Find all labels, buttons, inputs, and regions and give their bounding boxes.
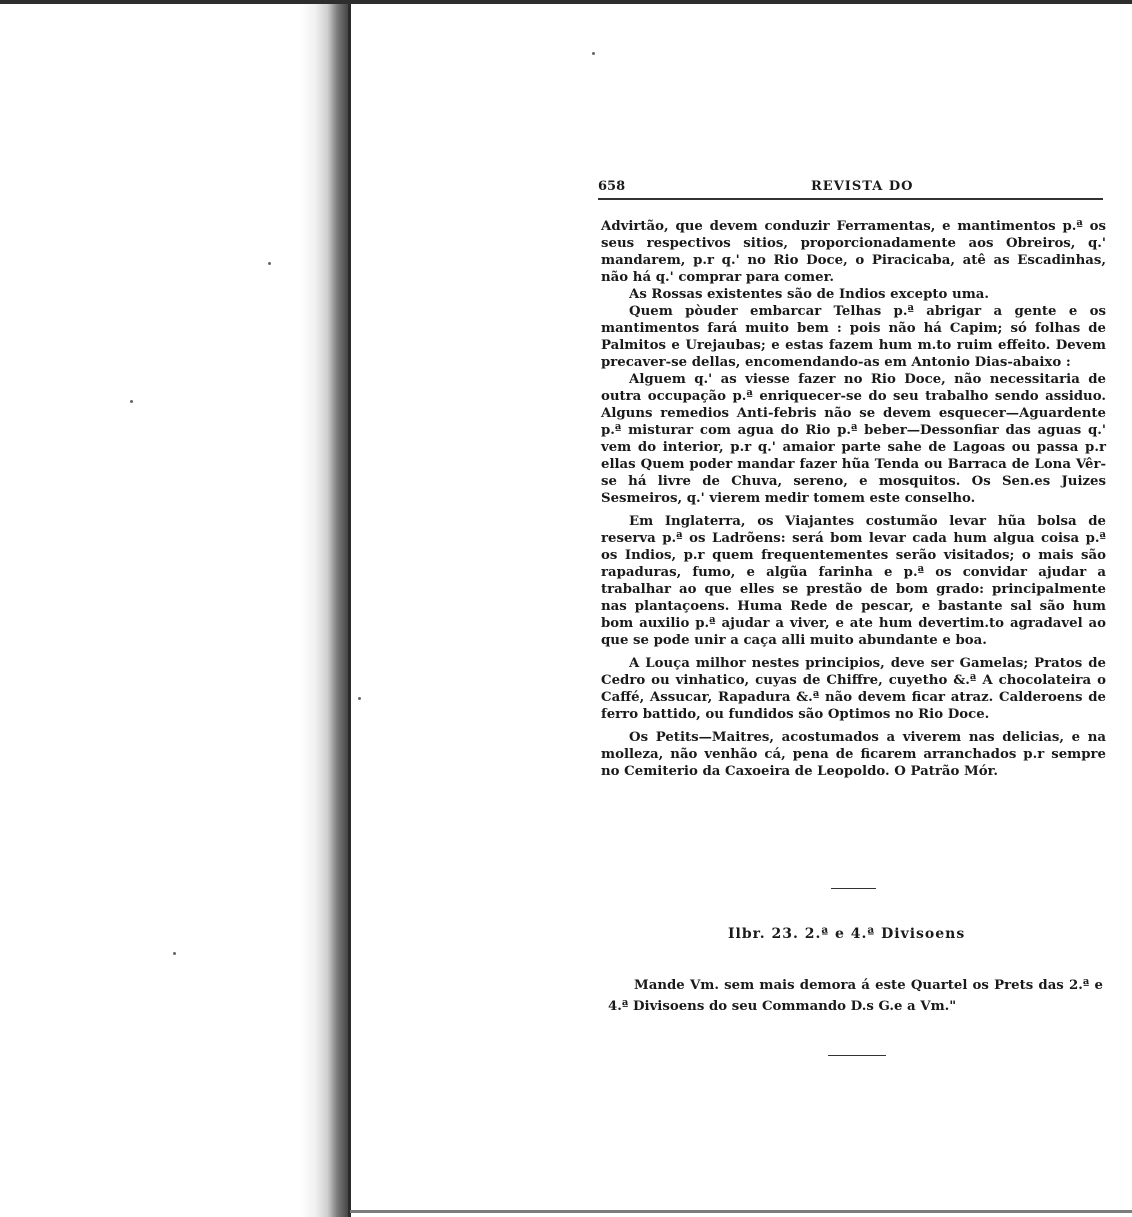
binding-edge-line [348,0,351,1217]
paragraph-rossas: As Rossas existentes são de Indios excepto uma. [629,287,990,302]
scan-bottom-edge [350,1210,1132,1213]
running-title: REVISTA DO [811,179,914,194]
scan-speck [268,262,271,265]
page-body-text [601,218,1106,780]
letter-text [608,975,1103,1017]
scan-top-edge [0,0,1132,4]
scan-speck [358,697,361,700]
page-header [598,170,1103,200]
paragraph-louca: A Louça milhor nestes principios, deve ser Gamelas; Pratos de Cedro ou vinhatico, cuyas de Chiffre, cuyetho &.ª A chocolateira o Caffé, Assucar, Rapadura &.ª não devem ficar atraz. Calderoens de ferro battido, ou fundidos são Optimos no Rio Doce. [601,656,1106,722]
paragraph-telhas: Quem pòuder embarcar Telhas p.ª abrigar a gente e os mantimentos fará muito bem : pois não há Capim; só folhas de Palmitos e Urejaubas; e estas fazem hum m.to ruim effeito. Devem precaver-se dellas, encomendando-as em Antonio Dias-abaixo : [601,304,1106,370]
closing-divider [828,1055,886,1056]
paragraph-petits-maitres: Os Petits—Maitres, acostumados a viverem nas delicias, e na molleza, não venhão cá, pena de ficarem arranchados p.r sempre no Cemiterio da Caxoeira de Leopoldo. O Patrão Mór. [601,730,1106,779]
paragraph-inglaterra: Em Inglaterra, os Viajantes costumão levar hũa bolsa de reserva p.ª os Ladrõens: será bom levar cada hum algua coisa p.ª os Indios, p.r quem frequentementes serão visitados; o mais são rapaduras, fumo, e algũa farinha e p.ª os convidar ajudar a trabalhar ao que elles se prestão de bom grado: principalmente nas plantaçoens. Huma Rede de pescar, e bastante sal são hum bom auxilio p.ª ajudar a viver, e ate hum devertim.to agradavel ao que se pode unir a caça alli muito abundante e boa. [601,514,1106,648]
section-title: Ilbr. 23. 2.ª e 4.ª Divisoens [728,926,966,942]
paragraph-advice-tools: Advirtão, que devem conduzir Ferramentas, e mantimentos p.ª os seus respectivos sitios, proporcionadamente aos Obreiros, q.' mandarem, p.r q.' no Rio Doce, o Piracicaba, atê as Escadinhas, não há q.' comprar para comer. [601,219,1106,285]
left-page-margin [0,0,300,1217]
book-binding-gutter [300,0,350,1217]
scan-speck [173,952,176,955]
section-divider [831,888,876,889]
scan-speck [130,400,133,403]
page-number: 658 [598,179,626,194]
paragraph-rio-doce: Alguem q.' as viesse fazer no Rio Doce, não necessitaria de outra occupação p.ª enriquecer-se do seu trabalho sendo assiduo. Alguns remedios Anti-febris não se devem esquecer—Aguardente p.ª misturar com agua do Rio p.ª beber—Dessonfiar das aguas q.' vem do interior, p.r q.' amaior parte sahe de Lagoas ou passa p.r ellas Quem poder mandar fazer hũa Tenda ou Barraca de Lona Vêr-se há livre de Chuva, sereno, e mosquitos. Os Sen.es Juizes Sesmeiros, q.' vierem medir tomem este conselho. [601,372,1106,506]
letter-paragraph: Mande Vm. sem mais demora á este Quartel os Prets das 2.ª e 4.ª Divisoens do seu Commando D.s G.e a Vm." [608,978,1103,1014]
scan-speck [592,52,595,55]
